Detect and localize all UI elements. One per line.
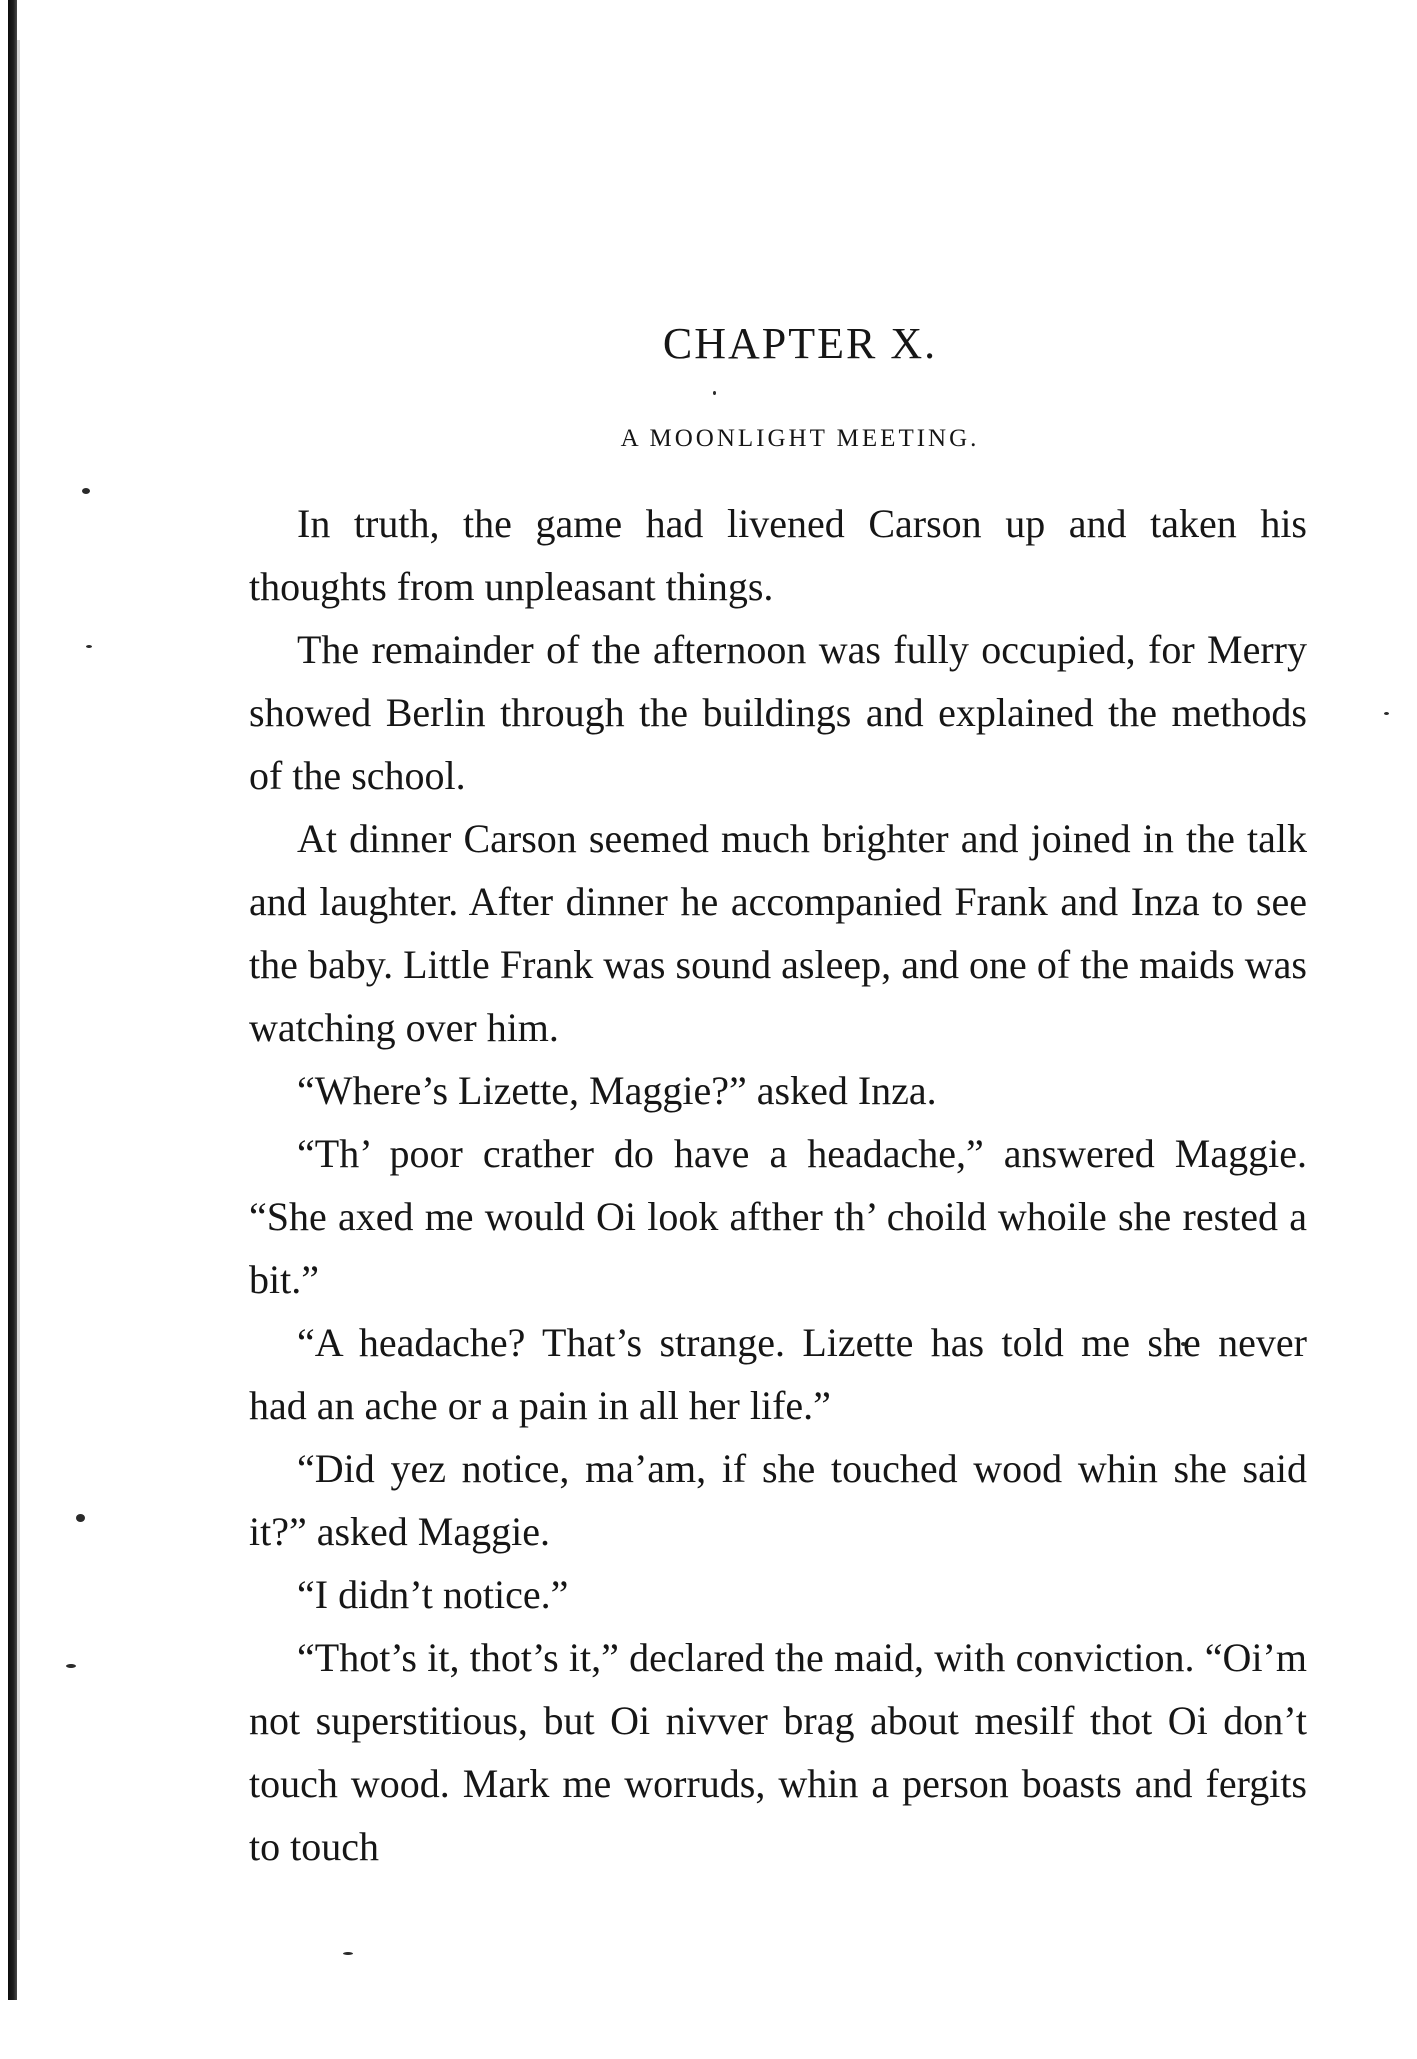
chapter-subtitle: A MOONLIGHT MEETING.	[620, 425, 980, 452]
paragraph: “A headache? That’s strange. Lizette has told me she never had an ache or a pain in all her life.”	[249, 1320, 1307, 1428]
scan-speck	[66, 1664, 76, 1668]
paragraph: In truth, the game had livened Carson up and taken his thoughts from unpleasant things.	[249, 501, 1307, 609]
paragraph: “Th’ poor crather do have a headache,” answered Maggie. “She axed me would Oi look afther th’ choild whoile she rested a bit.”	[249, 1131, 1307, 1302]
paragraph: At dinner Carson seemed much brighter and joined in the talk and laughter. After dinner he accompanied Frank and Inza to see the baby. Little Frank was sound asleep, and one of the maids was watching over him.	[249, 816, 1307, 1050]
scan-speck	[76, 1514, 85, 1522]
chapter-heading: CHAPTER X.	[662, 319, 938, 368]
scan-speck	[82, 488, 90, 494]
paragraph: “I didn’t notice.”	[297, 1572, 569, 1617]
paragraph: “Did yez notice, ma’am, if she touched wood whin she said it?” asked Maggie.	[249, 1446, 1307, 1554]
scan-speck	[1384, 712, 1389, 715]
scan-speck	[343, 1952, 353, 1955]
scan-speck	[713, 391, 716, 395]
paragraph: The remainder of the afternoon was fully occupied, for Merry showed Berlin through the buildings and explained the methods of the school.	[249, 627, 1307, 798]
chapter-body	[249, 492, 1307, 1878]
page-binding-edge	[8, 0, 17, 2000]
paragraph: “Thot’s it, thot’s it,” declared the maid, with conviction. “Oi’m not superstitious, but Oi nivver brag about mesilf thot Oi don’t touch wood. Mark me worruds, whin a person boasts and fergits to touch	[249, 1635, 1307, 1869]
paragraph: “Where’s Lizette, Maggie?” asked Inza.	[297, 1068, 937, 1113]
scan-speck	[86, 645, 92, 648]
